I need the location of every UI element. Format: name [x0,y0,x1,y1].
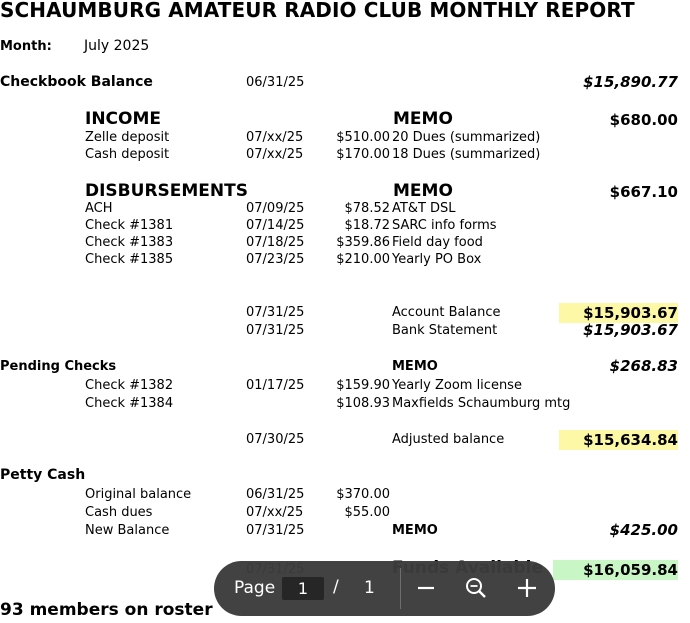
row-amount: $78.52 [344,201,390,216]
row-desc: Check #1381 [85,218,174,233]
pending-heading: Pending Checks [0,359,117,374]
row-desc: Check #1382 [85,378,174,393]
row-date: 06/31/25 [246,487,305,502]
row-date: 07/xx/25 [246,147,304,162]
roster-count: 93 members on roster [0,600,213,620]
petty-memo-heading: MEMO [392,523,438,538]
bank-date: 07/31/25 [246,323,305,338]
row-desc: New Balance [85,523,170,538]
page-separator: / [333,577,339,597]
row-date: 07/xx/25 [246,130,304,145]
row-memo: 20 Dues (summarized) [392,130,541,145]
funds-amount: $16,059.84 [553,560,678,580]
row-desc: Check #1383 [85,235,174,250]
account-amount: $15,903.67 [559,303,678,323]
month-label: Month: [0,39,52,54]
row-desc: Check #1384 [85,396,174,411]
account-label: Account Balance [392,305,501,320]
zoom-fit-button[interactable] [461,573,491,603]
row-memo: Maxfields Schaumburg mtg [392,396,571,411]
page-label: Page [234,578,276,598]
plus-icon [512,573,542,603]
row-desc: ACH [85,201,113,216]
row-amount: $370.00 [336,487,390,502]
row-date: 07/09/25 [246,201,305,216]
income-heading: INCOME [85,109,162,129]
row-amount: $359.86 [336,235,390,250]
row-amount: $210.00 [336,252,390,267]
row-amount: $159.90 [336,378,390,393]
minus-icon [411,573,441,603]
magnifier-minus-icon [461,573,491,603]
row-amount: $55.00 [344,505,390,520]
pending-total: $268.83 [609,357,678,375]
disbursements-total: $667.10 [609,183,678,201]
row-memo: 18 Dues (summarized) [392,147,541,162]
month-value: July 2025 [84,38,150,54]
checkbook-label: Checkbook Balance [0,74,153,90]
row-date: 07/23/25 [246,252,305,267]
row-memo: AT&T DSL [392,201,456,216]
report-title: SCHAUMBURG AMATEUR RADIO CLUB MONTHLY REPORT [0,0,635,22]
income-total: $680.00 [609,111,678,129]
row-desc: Zelle deposit [85,130,170,145]
row-date: 07/31/25 [246,523,305,538]
bank-label: Bank Statement [392,323,498,338]
disbursements-memo-heading: MEMO [393,181,453,201]
adjusted-label: Adjusted balance [392,432,505,447]
row-amount: $18.72 [344,218,390,233]
checkbook-date: 06/31/25 [246,75,305,90]
row-memo: Yearly PO Box [392,252,482,267]
row-amount: $170.00 [336,147,390,162]
row-memo: SARC info forms [392,218,497,233]
page-total: 1 [364,578,375,598]
pending-memo-heading: MEMO [392,359,438,374]
page-number-input[interactable] [282,577,324,600]
toolbar-divider [400,568,401,609]
row-desc: Original balance [85,487,192,502]
row-date: 07/14/25 [246,218,305,233]
checkbook-amount: $15,890.77 [583,73,678,91]
row-amount: $108.93 [336,396,390,411]
income-memo-heading: MEMO [393,109,453,129]
bank-amount: $15,903.67 [583,321,678,339]
row-desc: Cash deposit [85,147,170,162]
row-date: 07/xx/25 [246,505,304,520]
account-date: 07/31/25 [246,305,305,320]
row-date: 01/17/25 [246,378,305,393]
row-amount: $510.00 [336,130,390,145]
adjusted-amount: $15,634.84 [559,430,678,450]
adjusted-date: 07/30/25 [246,432,305,447]
row-desc: Check #1385 [85,252,174,267]
petty-total: $425.00 [609,521,678,539]
pdf-viewer-toolbar [214,561,555,616]
row-memo: Yearly Zoom license [392,378,522,393]
petty-heading: Petty Cash [0,467,86,483]
row-date: 07/18/25 [246,235,305,250]
disbursements-heading: DISBURSEMENTS [85,181,248,201]
zoom-in-button[interactable] [512,573,542,603]
zoom-out-button[interactable] [411,573,441,603]
row-memo: Field day food [392,235,483,250]
row-desc: Cash dues [85,505,153,520]
